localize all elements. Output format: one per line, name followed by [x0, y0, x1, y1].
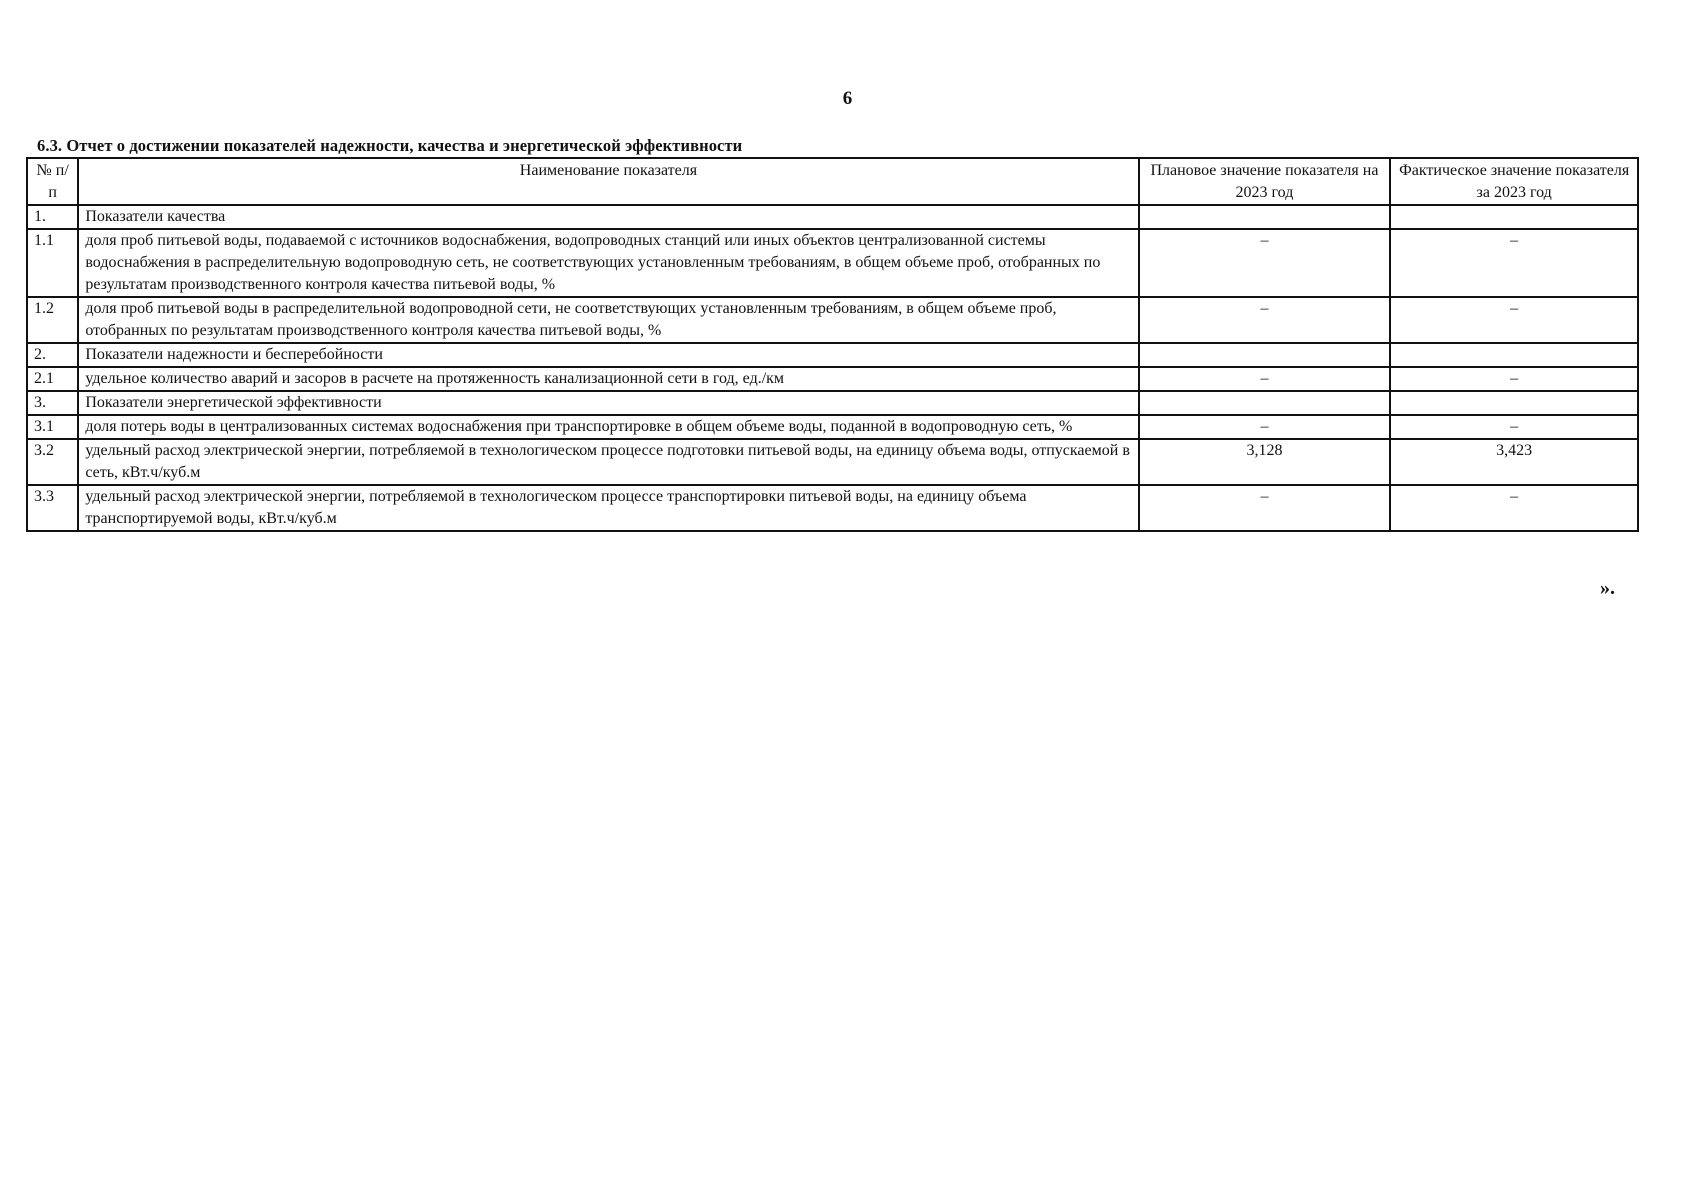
row-fact: 3,423 — [1390, 439, 1638, 485]
table-row — [27, 439, 1638, 485]
table-row — [27, 485, 1638, 531]
row-fact: – — [1390, 297, 1638, 343]
row-plan: – — [1139, 367, 1391, 391]
page-number: 6 — [842, 88, 853, 109]
row-name: удельный расход электрической энергии, потребляемой в технологическом процессе подготовки питьевой воды, на единицу объема воды, отпускаемой в сеть, кВт.ч/куб.м — [78, 439, 1138, 485]
header-num: № п/п — [27, 158, 78, 205]
row-plan: 3,128 — [1139, 439, 1391, 485]
header-fact: Фактическое значение показателя за 2023 год — [1390, 158, 1638, 205]
row-num: 3.3 — [27, 485, 78, 531]
row-name: Показатели энергетической эффективности — [78, 391, 1138, 415]
table-row — [27, 229, 1638, 297]
row-name: доля проб питьевой воды, подаваемой с источников водоснабжения, водопроводных станций или иных объектов централизованной системы водоснабжения в распределительную водопроводную сеть, не соответствующих установленным требованиям, в общем объеме проб, отобранных по результатам производственного контроля качества питьевой воды, % — [78, 229, 1138, 297]
row-plan — [1139, 391, 1391, 415]
row-fact — [1390, 205, 1638, 229]
row-name: Показатели надежности и бесперебойности — [78, 343, 1138, 367]
row-plan: – — [1139, 485, 1391, 531]
table-row — [27, 343, 1638, 367]
row-num: 2.1 — [27, 367, 78, 391]
row-num: 1.2 — [27, 297, 78, 343]
row-num: 3. — [27, 391, 78, 415]
indicators-table — [26, 157, 1639, 532]
row-plan: – — [1139, 229, 1391, 297]
row-name: удельный расход электрической энергии, потребляемой в технологическом процессе транспортировки питьевой воды, на единицу объема транспортируемой воды, кВт.ч/куб.м — [78, 485, 1138, 531]
row-num: 2. — [27, 343, 78, 367]
section-title: 6.3. Отчет о достижении показателей надежности, качества и энергетической эффективности — [37, 136, 743, 155]
row-name: доля проб питьевой воды в распределительной водопроводной сети, не соответствующих установленным требованиям, в общем объеме проб, отобранных по результатам производственного контроля качества питьевой воды, % — [78, 297, 1138, 343]
table-row — [27, 205, 1638, 229]
header-name: Наименование показателя — [78, 158, 1138, 205]
row-plan: – — [1139, 297, 1391, 343]
row-fact — [1390, 391, 1638, 415]
row-plan — [1139, 343, 1391, 367]
table-row — [27, 297, 1638, 343]
row-name: Показатели качества — [78, 205, 1138, 229]
row-fact: – — [1390, 229, 1638, 297]
row-plan — [1139, 205, 1391, 229]
table-row — [27, 367, 1638, 391]
table-header-row — [27, 158, 1638, 205]
row-num: 1.1 — [27, 229, 78, 297]
row-fact — [1390, 343, 1638, 367]
row-name: удельное количество аварий и засоров в расчете на протяженность канализационной сети в год, ед./км — [78, 367, 1138, 391]
row-plan: – — [1139, 415, 1391, 439]
row-num: 3.2 — [27, 439, 78, 485]
row-fact: – — [1390, 415, 1638, 439]
table-row — [27, 415, 1638, 439]
table-row — [27, 391, 1638, 415]
header-plan: Плановое значение показателя на 2023 год — [1139, 158, 1391, 205]
row-name: доля потерь воды в централизованных системах водоснабжения при транспортировке в общем объеме воды, поданной в водопроводную сеть, % — [78, 415, 1138, 439]
closing-quote-mark: ». — [1600, 577, 1615, 599]
row-fact: – — [1390, 367, 1638, 391]
row-fact: – — [1390, 485, 1638, 531]
row-num: 1. — [27, 205, 78, 229]
row-num: 3.1 — [27, 415, 78, 439]
